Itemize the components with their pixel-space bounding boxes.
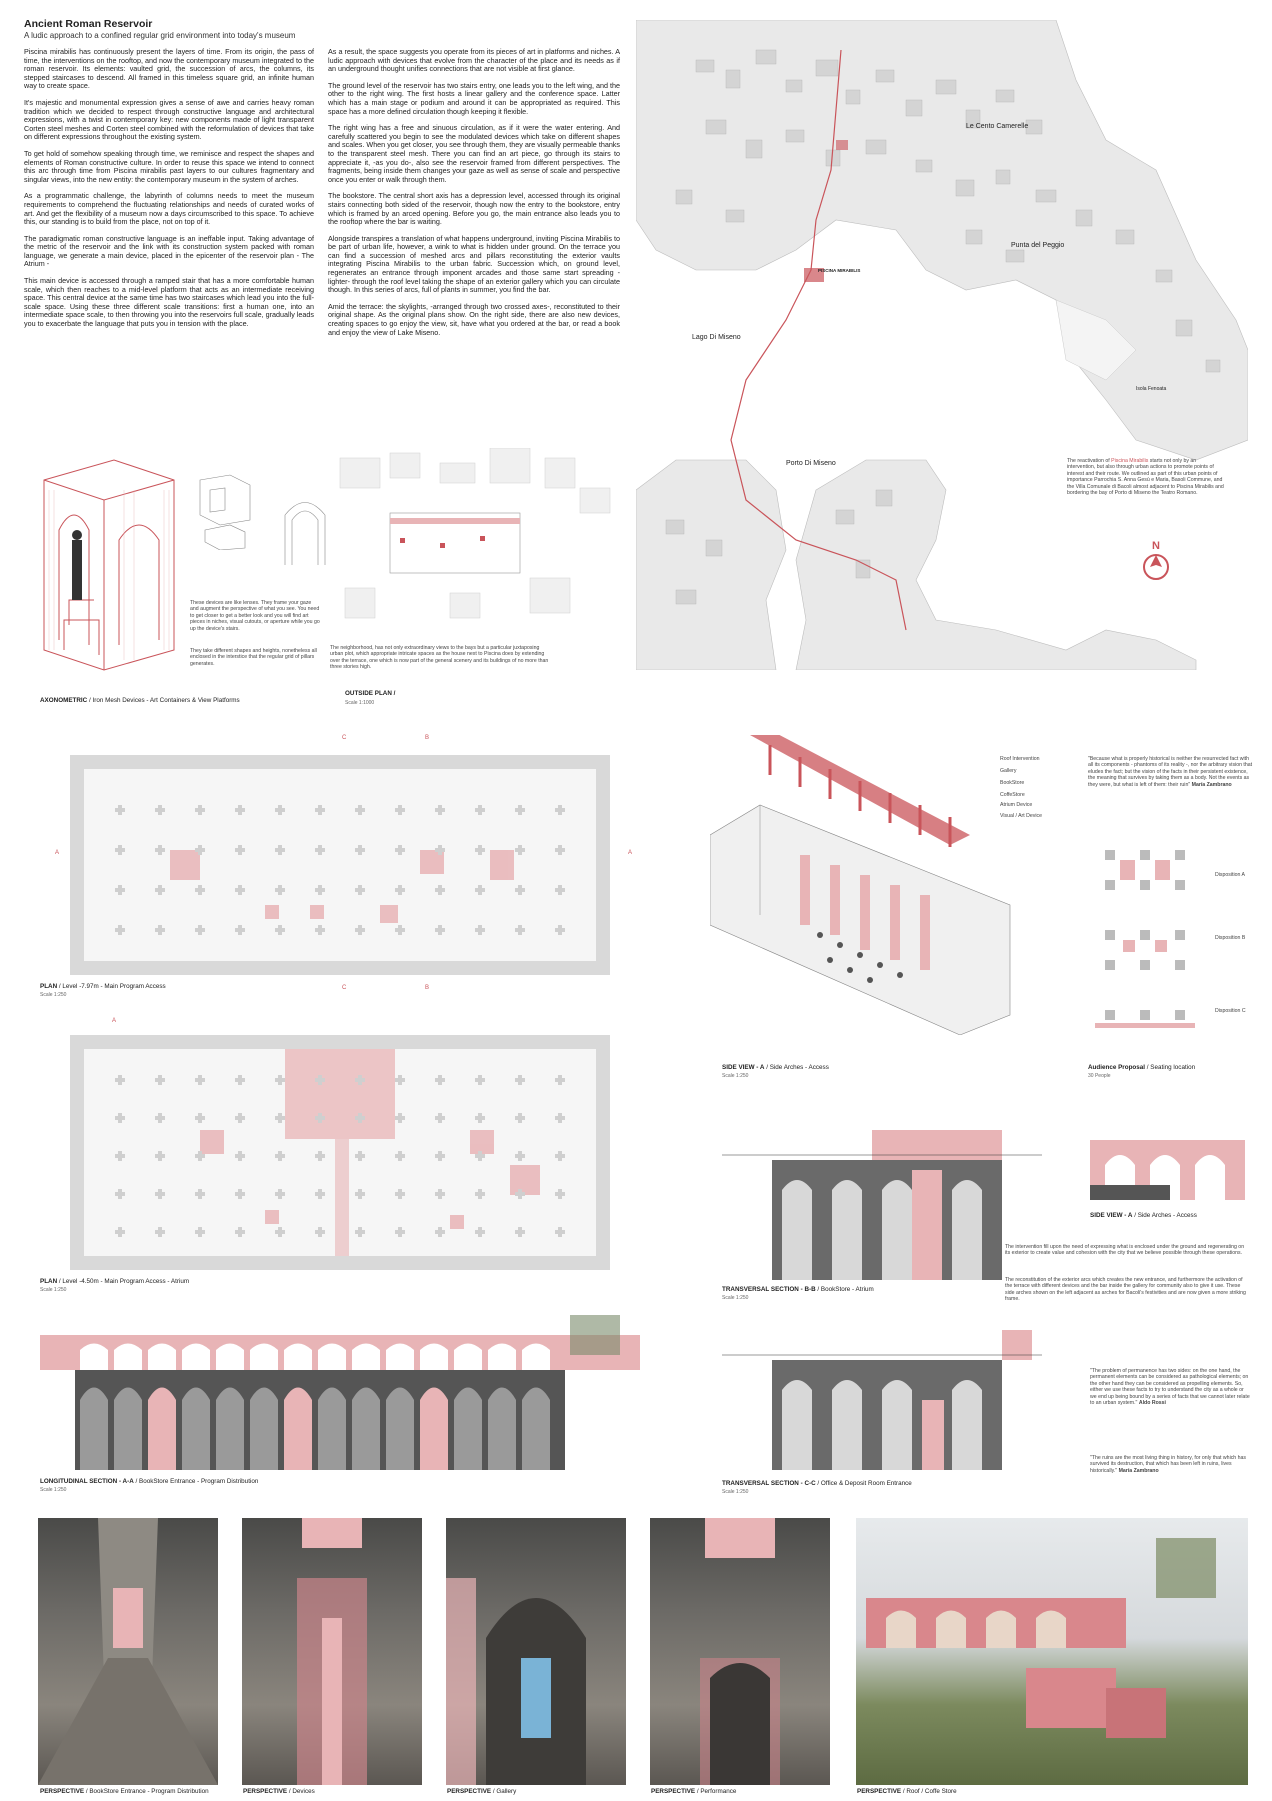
paragraph: As a result, the space suggests you operate from its pieces of art in platforms and niches. A ludic approach with devices that evolve from the character of the place and its needs as if an underground thought unifies connections that are not visible at first glance. bbox=[328, 47, 620, 74]
map-label: Isola Fenoata bbox=[1136, 386, 1167, 392]
upper-arch bbox=[250, 1344, 278, 1371]
arch bbox=[80, 1388, 108, 1471]
text-column-1 bbox=[24, 48, 314, 337]
disposition-diagrams bbox=[1095, 840, 1195, 1040]
audience-caption: Audience Proposal / Seating location bbox=[1088, 1064, 1196, 1071]
plan-1-caption: PLAN / Level -7.97m - Main Program Access bbox=[40, 983, 166, 990]
outside-plan-scale: Scale 1:1000 bbox=[345, 700, 375, 706]
paragraph: The bookstore. The central short axis has a depression level, accessed through its original stairs connecting both sided of the reservoir, though now the entry to the bookstore, entry which is framed by an arced opening. Before you go, the main entrance also leads you to the rooftop where the bar is waiting. bbox=[328, 191, 620, 227]
compass-icon bbox=[1141, 552, 1171, 582]
perspective-caption: PERSPECTIVE / Gallery bbox=[447, 1788, 517, 1795]
section-c-drawing bbox=[722, 1330, 1042, 1470]
perspective-image bbox=[650, 1518, 830, 1785]
paragraph: Amid the terrace: the skylights, -arranged through two crossed axes-, reconstituted to their original shape. As the original plans show. On the right side, there are also new devices, creating spaces to go enjoy the view, sit, have what you ordered at the bar, or read a book and enjoy the view of Lake Miseno. bbox=[328, 301, 620, 337]
outside-plan-note: The neighborhood, has not only extraordinary views to the bays but a particular juxtaposing urban plot, which appropriate intricate spaces as the house next to Piscina does by extending over the terrace, one which is now part of the general scenery and its buildings of no more than three stories high. bbox=[330, 645, 549, 671]
map-label: Lago Di Miseno bbox=[692, 334, 741, 341]
section-c-caption: TRANSVERSAL SECTION - C-C / Office & Deposit Room Entrance bbox=[722, 1480, 912, 1487]
perspective-image bbox=[38, 1518, 218, 1785]
upper-arch bbox=[386, 1344, 414, 1371]
plan-1-scale: Scale 1:250 bbox=[40, 992, 67, 998]
map-label: Porto Di Miseno bbox=[786, 460, 836, 467]
map-label: Le Cento Camerelle bbox=[966, 123, 1029, 130]
rossi-quote: "The problem of permanence has two sides: on the one hand, the permanent elements can be considered as pathological elements; on the other hand they can be considered as propelling elements. So, either we use these facts to try to understand the city as a whole or we end up being bound by a series of facts that we cannot later relate to an urban system." Aldo Rossi bbox=[1090, 1368, 1250, 1407]
paragraph: It's majestic and monumental expression gives a sense of awe and carries heavy roman tradition which we decided to respect through constructive language and architectural expressions, with a twist in contemporary key: new components made of light transparent Corten steel meshes and Corten steel combined with the reformulation of devices that take on different expressions throughout the existing system. bbox=[24, 97, 314, 142]
outside-plan-caption: OUTSIDE PLAN / bbox=[345, 690, 396, 697]
arch-sketch bbox=[280, 490, 330, 570]
upper-arch bbox=[454, 1344, 482, 1371]
upper-arch bbox=[114, 1344, 142, 1371]
paragraph: To get hold of somehow speaking through time, we reminisce and respect the shapes and elements of Roman constructive culture. In order to reuse this space we intend to connect this arc through time from Piscina mirabilis past layers to our cultures fragmentary and singular views, into the new entity: the contemporary museum in the system of arches. bbox=[24, 148, 314, 184]
perspective-image bbox=[242, 1518, 422, 1785]
side-view-note-2: The reconstitution of the exterior arcs which creates the new entrance, and furthermore the activation of the terrace with different devices and the bar inside the gallery for community also to give it use. These side arches shown on the left adjacent as arches for Bacoli's festivities and are now given a more striking frame. bbox=[1005, 1277, 1246, 1303]
axo-note-1: These devices are like lenses. They frame your gaze and augment the perspective of what you see. You need to get closer to get a better look and you will find art pieces in niches, visual cutouts, or aperture while you go up the device's stairs. bbox=[190, 600, 320, 632]
arch bbox=[522, 1388, 550, 1471]
upper-arch bbox=[80, 1344, 108, 1371]
plan-2-caption: PLAN / Level -4.50m - Main Program Access - Atrium bbox=[40, 1278, 190, 1285]
paragraph: As a programmatic challenge, the labyrinth of columns needs to meet the museum requirements to comprehend the fluctuating relationships and needs of curated works of art. And get the flexibility of a museum now a days circumscribed to this space. To achieve this, our standing is to build from the place, not on top of it. bbox=[24, 191, 314, 227]
upper-arch bbox=[216, 1344, 244, 1371]
arch bbox=[284, 1388, 312, 1471]
map-note: The reactivation of Piscina Mirabilis starts not only by an intervention, but also through urban actions to promote points of interest and their route. We outlined as part of this urban points of importance Parrochia S. Anna Gesù e Maria, Basoli Commune, and the Villa Comunale di Bacoli almost adjacent to Piscina Mirabilis and bordering the bay of Porto di Miseno the Teatro Romano. bbox=[1067, 458, 1224, 497]
section-mark: A bbox=[55, 850, 60, 856]
legend-item: BookStore bbox=[1000, 780, 1025, 786]
upper-arch bbox=[488, 1344, 516, 1371]
text-column-2 bbox=[328, 48, 620, 345]
disposition-label: Disposition C bbox=[1215, 1008, 1246, 1014]
legend-item: Roof Intervention bbox=[1000, 756, 1040, 762]
upper-arch bbox=[522, 1344, 550, 1371]
side-view-caption: SIDE VIEW - A / Side Arches - Access bbox=[722, 1064, 829, 1071]
side-view-note-1: The intervention fill upon the need of expressing what is enclosed under the ground and regenerating on its exterior to create value and cohesion with the city that we believe possible through these operations. bbox=[1005, 1244, 1245, 1257]
upper-arch bbox=[182, 1344, 210, 1371]
paragraph: The right wing has a free and sinuous circulation, as if it were the water entering. And carefully scattered you begin to see the modulated devices which take on different shapes and scales. When you get closer, you see through them, they are visually permeable thanks to the transparent steel mesh. There you can find an art piece, go through its stairs to appreciate it, -as you do-, also see the reservoir framed from different perspectives. The fragments, being inside them changes your gaze as well as sense of scale and perspective once you enter or walk through them. bbox=[328, 123, 620, 184]
arch bbox=[352, 1388, 380, 1471]
side-view-drawing bbox=[710, 735, 1040, 1035]
paragraph: Alongside transpires a translation of what happens underground, inviting Piscina Mirabilis to be part of urban life, however, a wink to what is hidden under ground. On the terrace you can find a succession of meshed arcs and pillars reconstituting the exterior vaults integrating Piscina Mirabilis to the urban fabric. Succession which, on ground level, regenerates an entrance through imponent arcades and those same start spreading -lighter- through the roof level taking the shape of an exterior gallery which you can circulate though. In this series of arcs, full of plants in summer, you find the bar. bbox=[328, 233, 620, 295]
upper-arch bbox=[148, 1344, 176, 1371]
perspective-image bbox=[446, 1518, 626, 1785]
outside-plan-drawing bbox=[330, 448, 620, 638]
arch bbox=[216, 1388, 244, 1471]
upper-arch bbox=[420, 1344, 448, 1371]
map-label: PISCINA MIRABILIS bbox=[818, 268, 861, 273]
axonometric-drawing bbox=[24, 450, 184, 690]
section-b-caption: TRANSVERSAL SECTION - B-B / BookStore - Atrium bbox=[722, 1286, 874, 1293]
section-c-scale: Scale 1:250 bbox=[722, 1489, 749, 1495]
section-a-caption: LONGITUDINAL SECTION - A-A / BookStore Entrance - Program Distribution bbox=[40, 1478, 259, 1485]
map-label: Punta del Peggio bbox=[1011, 242, 1065, 249]
legend-item: Gallery bbox=[1000, 768, 1017, 774]
paragraph: The paradigmatic roman constructive language is an ineffable input. Taking advantage of the metric of the reservoir and the link with its construction system packed with roman language, we generate a main device, placed in the epicenter of the reservoir plan - The Atrium - bbox=[24, 233, 314, 269]
section-mark: C bbox=[342, 985, 347, 991]
arch bbox=[114, 1388, 142, 1471]
axo-caption: AXONOMETRIC / Iron Mesh Devices - Art Containers & View Platforms bbox=[40, 697, 240, 704]
section-mark: A bbox=[112, 1018, 117, 1024]
section-mark: C bbox=[342, 735, 347, 741]
legend-item: Atrium Device bbox=[1000, 802, 1033, 808]
arch bbox=[420, 1388, 448, 1471]
perspective-caption: PERSPECTIVE / Roof / Coffe Store bbox=[857, 1788, 957, 1795]
page-subtitle: A ludic approach to a confined regular grid environment into today's museum bbox=[24, 31, 296, 40]
paragraph: Piscina mirabilis has continuously present the layers of time. From its origin, the pass of time, the interventions on the rooftop, and now the contemporary museum integrated to the roman reservoir. Its elements: vaulted grid, the succession of arcs, the columns, its stepped staircases to descend. All framed in this timeless square grid, an infinite human way to create space. bbox=[24, 47, 314, 91]
site-map bbox=[636, 20, 1248, 670]
perspective-caption: PERSPECTIVE / Performance bbox=[651, 1788, 737, 1795]
plan-2-scale: Scale 1:250 bbox=[40, 1287, 67, 1293]
arch bbox=[488, 1388, 516, 1471]
device-sketch bbox=[190, 470, 270, 550]
perspective-caption: PERSPECTIVE / BookStore Entrance - Program Distribution bbox=[40, 1788, 209, 1795]
arch bbox=[386, 1388, 414, 1471]
plan-level-1-drawing bbox=[70, 755, 610, 975]
paragraph: The ground level of the reservoir has two stairs entry, one leads you to the left wing, and the other to the right wing. The first hosts a linear gallery and the conference space. Latter which has a main stage or podium and around it can be appropriated as required. This space has a more defined circulation though keeping it flexible. bbox=[328, 80, 620, 116]
paragraph: This main device is accessed through a ramped stair that has a more comfortable human scale, which then reaches to a mid-level platform that acts as an intermediate receiving space. This central device at the same time has two staircases which lead you into the full-scale space. Using these three different scale transitions: first a human one, into an intermediate space scale, to then throwing you into the reservoirs full scale, gradually leads you to exacerbate the language that puts you in tension with the place. bbox=[24, 276, 314, 329]
legend-item: CoffeStore bbox=[1000, 792, 1025, 798]
north-arrow bbox=[1136, 540, 1176, 587]
section-a-drawing bbox=[40, 1315, 640, 1470]
section-mark: B bbox=[425, 735, 430, 741]
disposition-label: Disposition A bbox=[1215, 872, 1245, 878]
section-mark: B bbox=[425, 985, 430, 991]
audience-scale: 30 People bbox=[1088, 1073, 1111, 1079]
section-b-scale: Scale 1:250 bbox=[722, 1295, 749, 1301]
section-a-scale: Scale 1:250 bbox=[40, 1487, 67, 1493]
zambrano-quote: "The ruins are the most living thing in history, for only that which has survived its destruction, that which has been left in ruins, lives historically." María Zambrano bbox=[1090, 1455, 1247, 1474]
arch bbox=[454, 1388, 482, 1471]
side-view-small-drawing bbox=[1090, 1130, 1245, 1200]
perspective-image bbox=[856, 1518, 1248, 1785]
north-label: N bbox=[1152, 540, 1160, 552]
perspective-caption: PERSPECTIVE / Devices bbox=[243, 1788, 315, 1795]
side-view-small-caption: SIDE VIEW - A / Side Arches - Access bbox=[1090, 1212, 1197, 1219]
audience-quote: "Because what is properly historical is neither the resurrected fact with all its components - phantoms of its reality -, nor the arbitrary vision that eludes the fact; but the vision of the facts in their persistent existence, the meaning that survives by taking them as a body. Not the events as they were, but what is left of them: their ruin" María Zambrano bbox=[1088, 756, 1253, 788]
upper-arch bbox=[318, 1344, 346, 1371]
arch bbox=[148, 1388, 176, 1471]
page-title: Ancient Roman Reservoir bbox=[24, 18, 153, 30]
plan-level-2-drawing bbox=[70, 1035, 610, 1270]
axo-note-2: They take different shapes and heights, nonetheless all enclosed in the interstice that the regular grid of pillars generates. bbox=[190, 648, 317, 667]
section-mark: A bbox=[628, 850, 633, 856]
upper-arch bbox=[352, 1344, 380, 1371]
disposition-label: Disposition B bbox=[1215, 935, 1246, 941]
arch bbox=[318, 1388, 346, 1471]
upper-arch bbox=[284, 1344, 312, 1371]
legend-item: Visual / Art Device bbox=[1000, 813, 1042, 819]
section-b-drawing bbox=[722, 1130, 1042, 1280]
side-view-scale: Scale 1:250 bbox=[722, 1073, 749, 1079]
arch bbox=[250, 1388, 278, 1471]
arch bbox=[182, 1388, 210, 1471]
